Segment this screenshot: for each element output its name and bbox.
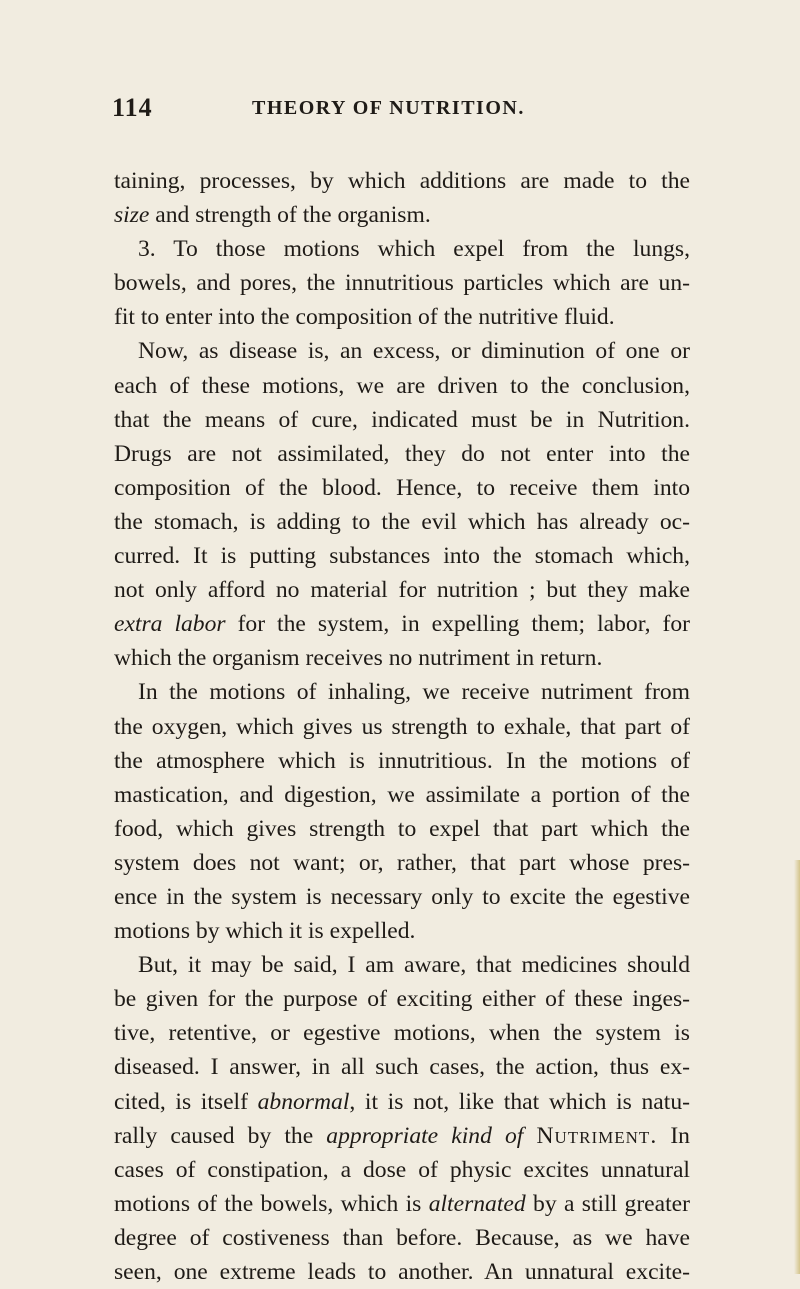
text-line [114, 573, 690, 607]
text-segment: composition of the blood. Hence, to receive them into [114, 474, 690, 501]
text-segment: rally caused by the [114, 1122, 327, 1149]
text-segment: cited, is itself [114, 1088, 258, 1115]
text-line [114, 403, 690, 437]
text-segment: ence in the system is necessary only to excite the egestive [114, 883, 690, 910]
text-line [114, 164, 690, 198]
text-segment: the oxygen, which gives us strength to exhale, that part of [114, 713, 690, 740]
text-segment: In the motions of inhaling, we receive nutriment from [138, 679, 690, 706]
small-caps-segment: Nutriment. [536, 1122, 658, 1149]
text-segment: be given for the purpose of exciting either of these inges- [114, 986, 690, 1013]
text-line [114, 198, 690, 232]
text-segment: tive, retentive, or egestive motions, when the system is [114, 1020, 690, 1047]
italic-segment: size [114, 202, 150, 229]
text-line [114, 880, 690, 914]
text-segment: motions of the bowels, which is [114, 1190, 429, 1217]
text-segment: each of these motions, we are driven to the conclusion, [114, 372, 690, 399]
text-line [114, 1221, 690, 1255]
text-line [114, 1016, 690, 1050]
text-line [114, 607, 690, 641]
text-segment: 3. To those motions which expel from the lungs, [138, 236, 690, 263]
text-line [114, 778, 690, 812]
text-line [114, 471, 690, 505]
text-line [114, 369, 690, 403]
text-line [114, 1050, 690, 1084]
text-line [114, 1085, 690, 1119]
text-segment: cases of constipation, a dose of physic excites unnatural [114, 1156, 690, 1183]
text-line [114, 675, 690, 709]
text-line [114, 266, 690, 300]
text-line [114, 300, 690, 334]
text-line [114, 914, 690, 948]
text-segment: mastication, and digestion, we assimilate a portion of the [114, 781, 690, 808]
text-line [114, 846, 690, 880]
italic-segment: abnormal [257, 1088, 350, 1115]
text-segment: bowels, and pores, the innutritious particles which are un- [114, 270, 690, 297]
page-header [112, 93, 712, 133]
text-segment: Drugs are not assimilated, they do not enter into the [114, 440, 690, 467]
text-segment: curred. It is putting substances into the stomach which, [114, 543, 690, 570]
body-text [114, 164, 690, 1289]
italic-segment: appropriate kind of [326, 1122, 524, 1149]
text-line [114, 641, 690, 675]
text-line [114, 1187, 690, 1221]
text-line [114, 982, 690, 1016]
text-segment: diseased. I answer, in all such cases, the action, thus ex- [114, 1054, 690, 1081]
text-line [114, 232, 690, 266]
text-line [114, 437, 690, 471]
text-segment: In [657, 1122, 690, 1149]
text-segment: But, it may be said, I am aware, that medicines should [138, 952, 690, 979]
text-segment: system does not want; or, rather, that part whose pres- [114, 849, 690, 876]
page-edge-stain [794, 860, 800, 1274]
text-segment: the atmosphere which is innutritious. In the motions of [114, 747, 690, 774]
text-line [114, 948, 690, 982]
text-segment: motions by which it is expelled. [114, 918, 416, 945]
text-line [114, 812, 690, 846]
text-segment: for the system, in expelling them; labor, for [225, 611, 690, 638]
text-segment: fit to enter into the composition of the nutritive fluid. [114, 304, 615, 331]
text-line [114, 334, 690, 368]
italic-segment: extra labor [114, 611, 226, 638]
text-line [114, 505, 690, 539]
text-segment: degree of costiveness than before. Because, as we have [114, 1224, 690, 1251]
text-segment: taining, processes, by which additions are made to the [114, 168, 690, 194]
text-segment: that the means of cure, indicated must be in Nutrition. [114, 406, 690, 433]
text-segment [523, 1123, 536, 1149]
text-line [114, 1255, 690, 1289]
text-segment: and strength of the organism. [149, 202, 431, 229]
page-number: 114 [112, 93, 153, 122]
italic-segment: alternated [428, 1190, 526, 1217]
text-segment: the stomach, is adding to the evil which has already oc- [114, 508, 690, 535]
running-title: THEORY OF NUTRITION. [252, 97, 525, 119]
text-segment: , it is not, like that which is natu- [349, 1088, 690, 1115]
text-segment: by a still greater [525, 1190, 690, 1217]
text-segment: food, which gives strength to expel that part which the [114, 815, 690, 842]
text-segment: which the organism receives no nutriment in return. [114, 645, 603, 672]
text-segment: seen, one extreme leads to another. An unnatural excite- [114, 1259, 690, 1285]
text-segment: Now, as disease is, an excess, or diminution of one or [138, 338, 690, 365]
text-line [114, 539, 690, 573]
text-line [114, 1119, 690, 1153]
text-segment: not only afford no material for nutrition ; but they make [114, 577, 690, 604]
text-line [114, 1153, 690, 1187]
text-line [114, 710, 690, 744]
text-line [114, 744, 690, 778]
